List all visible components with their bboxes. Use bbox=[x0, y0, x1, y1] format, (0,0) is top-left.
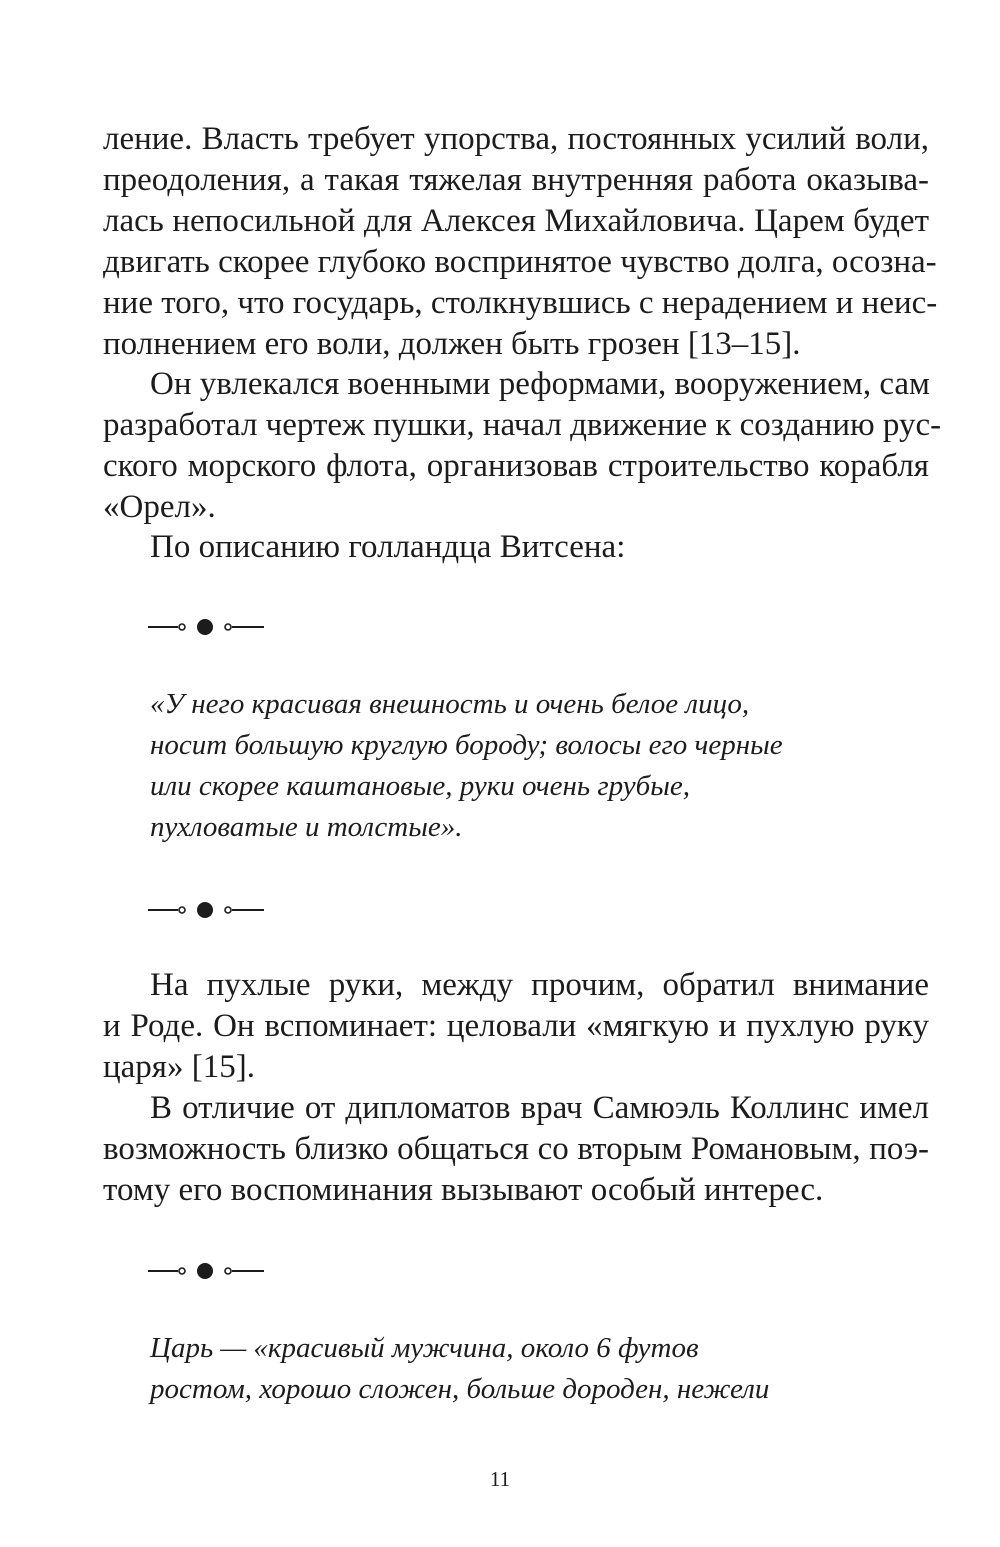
text-line: преодоления, а такая тяжелая внутренняя работа оказыва- bbox=[103, 162, 929, 198]
text-line: и Роде. Он вспоминает: целовали «мягкую и пухлую руку bbox=[103, 1008, 929, 1044]
paragraph-2 bbox=[103, 364, 942, 528]
text-line: полнением его воли, должен быть грозен [13–15]. bbox=[103, 326, 801, 362]
paragraph-4 bbox=[103, 965, 929, 1088]
quote-line: «У него красивая внешность и очень белое лицо, bbox=[150, 688, 750, 720]
text-line: ние того, что государь, столкнувшись с нерадением и неис- bbox=[103, 285, 938, 321]
paragraph-1 bbox=[103, 119, 938, 365]
quote-2 bbox=[150, 1328, 910, 1410]
quote-line: носит большую круглую бороду; волосы его черные bbox=[150, 729, 783, 761]
text-line: разработал чертеж пушки, начал движение к созданию рус- bbox=[103, 407, 942, 443]
quote-line: пухловатые и толстые». bbox=[150, 811, 463, 843]
text-line: лась непосильной для Алексея Михайловича. Царем будет bbox=[103, 203, 929, 239]
text-line: «Орел». bbox=[103, 489, 216, 525]
text-line: В отличие от дипломатов врач Самюэль Коллинс имел bbox=[150, 1090, 929, 1126]
quote-line: Царь — «красивый мужчина, около 6 футов bbox=[150, 1332, 699, 1364]
paragraph-5 bbox=[103, 1088, 929, 1211]
quote-line: ростом, хорошо сложен, больше дороден, нежели bbox=[150, 1373, 770, 1405]
paragraph-3 bbox=[103, 527, 929, 568]
text-line: ление. Власть требует упорства, постоянных усилий воли, bbox=[103, 121, 929, 157]
quote-1 bbox=[150, 684, 910, 848]
text-line: ского морского флота, организовав строительство корабля bbox=[103, 448, 929, 484]
text-line: Он увлекался военными реформами, вооружением, сам bbox=[150, 366, 930, 402]
text-line: На пухлые руки, между прочим, обратил внимание bbox=[150, 967, 929, 1003]
text-line: По описанию голландца Витсена: bbox=[150, 529, 626, 565]
text-line: царя» [15]. bbox=[103, 1049, 255, 1085]
text-line: возможность близко общаться со вторым Романовым, поэ- bbox=[103, 1131, 929, 1167]
fleuron-divider-icon bbox=[148, 1263, 264, 1279]
quote-line: или скорее каштановые, руки очень грубые, bbox=[150, 770, 690, 802]
text-line: двигать скорее глубоко воспринятое чувство долга, осозна- bbox=[103, 244, 937, 280]
page-number: 11 bbox=[489, 1467, 511, 1491]
fleuron-divider-icon bbox=[148, 619, 264, 635]
fleuron-divider-icon bbox=[148, 902, 264, 918]
text-line: тому его воспоминания вызывают особый интерес. bbox=[103, 1172, 824, 1208]
